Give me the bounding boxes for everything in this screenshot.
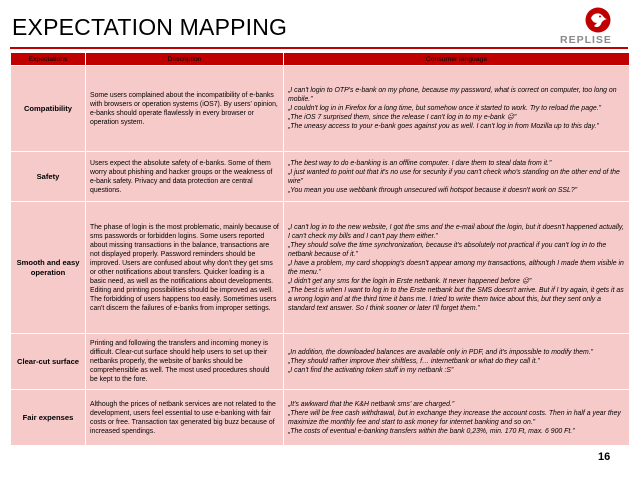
header-expectations: Expectations	[11, 53, 86, 66]
title-divider	[10, 47, 628, 49]
consumer-quotes	[284, 334, 630, 390]
page-number: 16	[598, 451, 611, 463]
header-description: Description	[86, 53, 284, 66]
table-header-row	[11, 53, 630, 66]
expectation-description: Printing and following the transfers and incoming money is difficult. Clear-cut surface should help users to set up their netbanks properly, the website of banks should be comprehensible as well. The most used procedures should be kept to the fore.	[86, 334, 284, 390]
table-row	[11, 390, 630, 446]
table-row	[11, 66, 630, 152]
consumer-quote: „The costs of eventual e-banking transfers within the bank 0,23%, min. 170 Ft, max. 6 900 Ft.”	[288, 427, 575, 435]
consumer-quote: „I can't log in to the new website, I got the sms and the e-mail about the login, but it doesn't happened actually, I can't check my bills and I can't pay them either.”	[288, 223, 624, 240]
expectation-label: Smooth and easy operation	[11, 202, 86, 334]
page-title: EXPECTATION MAPPING	[12, 14, 288, 40]
expectation-label: Safety	[11, 152, 86, 202]
header-consumer-language: Consumer language	[284, 53, 630, 66]
consumer-quote: „I just wanted to point out that it's no use for security if you can't check who's standing on the other end of the wire”	[288, 168, 620, 185]
consumer-quote: „I have a problem, my card shopping's doesn't appear among my transactions, although I made them visible in the menu.”	[288, 259, 624, 276]
table-row	[11, 152, 630, 202]
table-row	[11, 202, 630, 334]
consumer-quote: „I can't login to OTP's e-bank on my phone, because my password, what is correct on computer, too long on mobile.”	[288, 87, 617, 103]
company-logo	[530, 6, 626, 46]
expectation-table	[10, 52, 630, 446]
expectation-description: Although the prices of netbank services are not related to the development, users feel essential to use e-banking with fair costs or free. Transaction tax generated big buzz because of increased spendings.	[86, 390, 284, 446]
expectation-label: Fair expenses	[11, 390, 86, 446]
expectation-description: Some users complained about the incompatibility of e-banks with browsers or operation systems (iOS7). By users' opinion, e-banks should operate flawlessly in every browser or operation system.	[86, 66, 284, 152]
consumer-quote: „I couldn't log in in Firefox for a long time, but somehow once it started to work. Try to reload the page.”	[288, 105, 601, 112]
consumer-quote: „They should solve the time synchronization, because it's absolutely not practical if you can't log in to the netbank because of it.”	[288, 241, 607, 258]
expectation-label: Clear-cut surface	[11, 334, 86, 390]
expectation-description: Users expect the absolute safety of e-banks. Some of them worry about phishing and hacker groups or the weakness of e-bank safety. Privacy and data protection are central questions.	[86, 152, 284, 202]
bird-logo-icon	[584, 6, 612, 34]
expectation-label: Compatibility	[11, 66, 86, 152]
consumer-quotes	[284, 202, 630, 334]
consumer-quote: „There will be free cash withdrawal, but in exchange they increase the account costs. Then in half a year they maximize the monthly fee and start to ask money for internet banking and so on.”	[288, 409, 621, 426]
consumer-quote: „The iOS 7 surprised them, since the release I can't log in to my e-bank ☹”	[288, 114, 517, 121]
consumer-quotes	[284, 152, 630, 202]
consumer-quotes	[284, 390, 630, 446]
consumer-quote: „I didn't get any sms for the login in Erste netbank. It never happened before ☹”	[288, 277, 532, 285]
logo-text: REPLISE	[560, 34, 612, 46]
consumer-quote: „I can't find the activating token stuff in my netbank :S”	[288, 367, 454, 374]
table-row	[11, 334, 630, 390]
consumer-quote: „In addition, the downloaded balances are available only in PDF, and it's impossible to modify them.”	[288, 349, 593, 356]
consumer-quote: „The uneasy access to your e-bank goes against you as well. I can't log in from Mozilla up to this day.”	[288, 123, 599, 130]
expectation-description: The phase of login is the most problematic, mainly because of sms passwords or forbidden logins. Some users reported about missing transactions in the balance, transactions are not displayed properly. Password reminders should be improved. Users are confused about why don't they get sms or other notifications about transfers. Quicker loading is a basic need, as well as the notifications about developments. Editing and printing possibilities should be improved as well. The forbidding of users happens too easily. Sometimes users can't discern the failures of e-banks from improper settings.	[86, 202, 284, 334]
consumer-quotes	[284, 66, 630, 152]
consumer-quote: „They should rather improve their shiftless, f… internetbank or what do they call it.”	[288, 358, 540, 365]
consumer-quote: „The best is when I want to log in to the Erste netbank but the SMS doesn't arrive. But if I try again, it gets it as a wrong login and at the third time it bans me. I tried to write them twice about this, but they sent only a standard text answer. So I think sooner or later I'll forget them.”	[288, 286, 624, 312]
consumer-quote: „It's awkward that the K&H netbank sms' are charged.”	[288, 400, 455, 408]
consumer-quote: „You mean you use webbank through unsecured wifi hotspot because it doesn't work on SSL?”	[288, 186, 577, 194]
consumer-quote: „The best way to do e-banking is an offline computer. I dare them to steal data from it.”	[288, 159, 552, 167]
